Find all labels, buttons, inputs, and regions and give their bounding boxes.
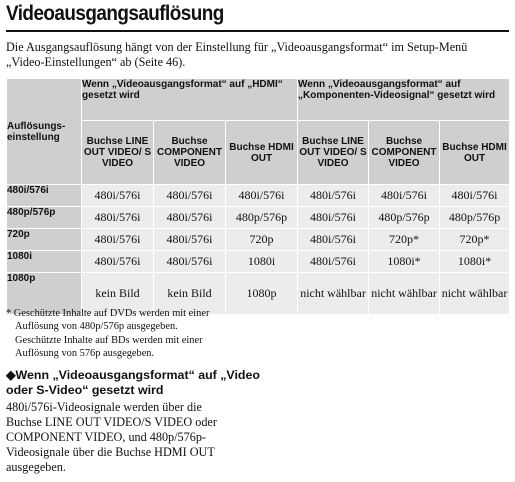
group-header-component: Wenn „Videoausgangsformat“ auf „Komponenten-Videosignal“ gesetzt wird bbox=[298, 79, 510, 121]
table-cell: nicht wählbar bbox=[298, 273, 369, 315]
table-cell: 480i/576i bbox=[369, 185, 440, 207]
table-cell: 480i/576i bbox=[298, 229, 369, 251]
section-body bbox=[6, 400, 306, 475]
table-cell: 1080p bbox=[226, 273, 298, 315]
table-row bbox=[7, 207, 510, 229]
row-header-cell: Auflösungs-einstellung bbox=[7, 79, 82, 185]
table-cell: 480i/576i bbox=[298, 251, 369, 273]
body-line: 480i/576i-Videosignale werden über die bbox=[6, 400, 202, 414]
table-cell: 480p/576p bbox=[440, 207, 510, 229]
footnote bbox=[6, 307, 306, 360]
footnote-line: * Geschützte Inhalte auf DVDs werden mit einer bbox=[6, 308, 210, 319]
table-cell: 1080i* bbox=[369, 251, 440, 273]
table-cell: nicht wählbar bbox=[440, 273, 510, 315]
table-cell: 480i/576i bbox=[298, 185, 369, 207]
footnote-line: Geschützte Inhalte auf BDs werden mit einer bbox=[15, 334, 203, 346]
table-cell: 480i/576i bbox=[82, 229, 154, 251]
table-cell: 480i/576i bbox=[226, 185, 298, 207]
column-header: Buchse HDMI OUT bbox=[440, 121, 510, 185]
section-heading-line: oder S-Video“ gesetzt wird bbox=[6, 383, 164, 397]
table-subheader-row bbox=[7, 121, 510, 185]
table-header-row bbox=[7, 79, 510, 121]
section-heading-line bbox=[6, 368, 306, 383]
body-line: Buchse LINE OUT VIDEO/S VIDEO oder bbox=[6, 415, 217, 429]
section-heading bbox=[6, 368, 306, 398]
body-line: ausgegeben. bbox=[6, 460, 66, 474]
body-line: Videosignale über die Buchse HDMI OUT bbox=[6, 445, 215, 459]
column-header: Buchse LINE OUT VIDEO/ S VIDEO bbox=[298, 121, 369, 185]
table-cell: 720p* bbox=[440, 229, 510, 251]
table-cell: 480i/576i bbox=[82, 251, 154, 273]
group-header-hdmi: Wenn „Videoausgangsformat“ auf „HDMI“ gesetzt wird bbox=[82, 79, 298, 121]
table-cell: 720p* bbox=[369, 229, 440, 251]
intro-line: „Video-Einstellungen“ ab (Seite 46). bbox=[6, 55, 186, 69]
footnote-line: Auflösung von 576p ausgegeben. bbox=[15, 347, 155, 359]
column-header: Buchse LINE OUT VIDEO/ S VIDEO bbox=[82, 121, 154, 185]
table-cell: 480i/576i bbox=[82, 207, 154, 229]
row-label: 720p bbox=[7, 229, 82, 251]
table-row bbox=[7, 251, 510, 273]
resolution-table bbox=[6, 78, 510, 315]
column-header: Buchse COMPONENT VIDEO bbox=[369, 121, 440, 185]
row-label: 1080i bbox=[7, 251, 82, 273]
section-heading-text: Wenn „Videoausgangsformat“ auf „Video bbox=[15, 368, 260, 382]
table-cell: kein Bild bbox=[154, 273, 226, 315]
column-header: Buchse HDMI OUT bbox=[226, 121, 298, 185]
table-cell: 720p bbox=[226, 229, 298, 251]
table-cell: 480p/576p bbox=[226, 207, 298, 229]
table-cell: 480i/576i bbox=[154, 251, 226, 273]
table-row bbox=[7, 185, 510, 207]
table-cell: 1080i* bbox=[440, 251, 510, 273]
row-label: 480i/576i bbox=[7, 185, 82, 207]
footnote-line: Auflösung von 480p/576p ausgegeben. bbox=[15, 321, 178, 333]
table-cell: 480i/576i bbox=[154, 207, 226, 229]
table-row bbox=[7, 229, 510, 251]
table-cell: 480i/576i bbox=[440, 185, 510, 207]
table-cell: kein Bild bbox=[82, 273, 154, 315]
row-label: 480p/576p bbox=[7, 207, 82, 229]
table-cell: 480p/576p bbox=[369, 207, 440, 229]
body-line: COMPONENT VIDEO, und 480p/576p- bbox=[6, 430, 206, 444]
row-label: 1080p bbox=[7, 273, 82, 315]
table-cell: 1080i bbox=[226, 251, 298, 273]
diamond-bullet-icon: ◆ bbox=[6, 368, 16, 382]
table-cell: 480i/576i bbox=[82, 185, 154, 207]
table-cell: 480i/576i bbox=[154, 185, 226, 207]
intro-paragraph bbox=[6, 40, 511, 70]
title-rule bbox=[6, 30, 509, 32]
page-title: Videoausgangsauflösung bbox=[6, 2, 224, 25]
column-header: Buchse COMPONENT VIDEO bbox=[154, 121, 226, 185]
intro-line: Die Ausgangsauflösung hängt von der Einstellung für „Videoausgangsformat“ im Setup-Menü bbox=[6, 40, 468, 54]
table-cell: 480i/576i bbox=[298, 207, 369, 229]
table-cell: nicht wählbar bbox=[369, 273, 440, 315]
table-cell: 480i/576i bbox=[154, 229, 226, 251]
